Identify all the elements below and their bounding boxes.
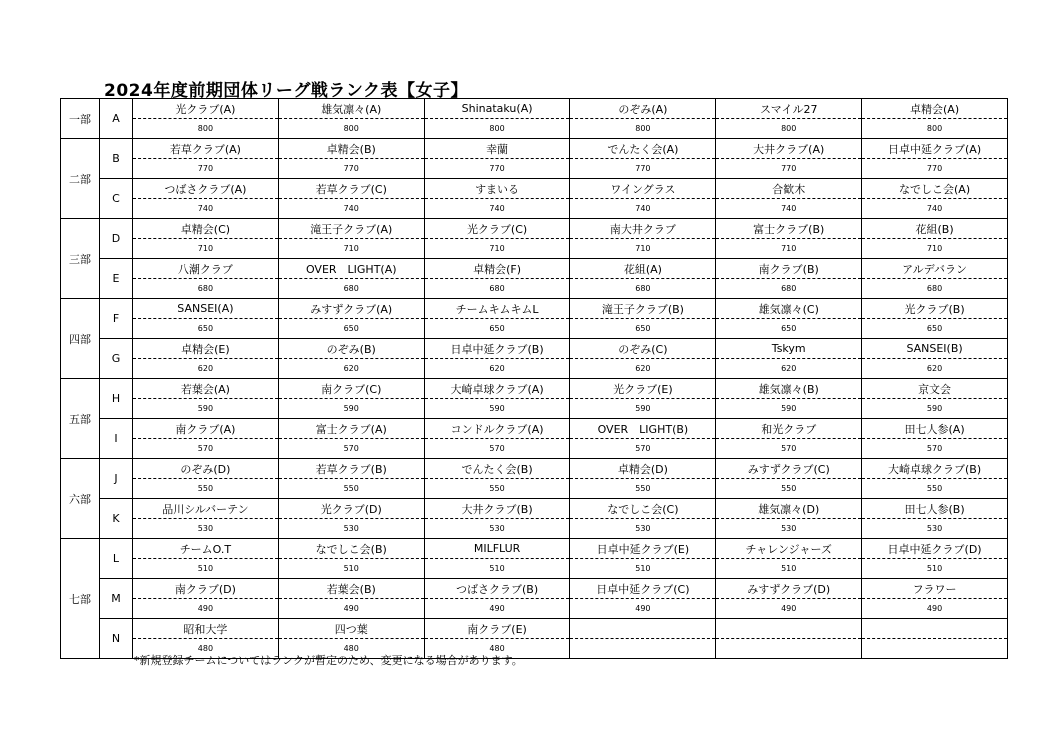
division-label: 六部: [61, 459, 100, 539]
division-label: 五部: [61, 379, 100, 459]
team-points: 590: [716, 399, 862, 419]
team-points: 680: [133, 279, 279, 299]
team-name: 大崎卓球クラブ(B): [862, 459, 1008, 479]
team-points: 800: [133, 119, 279, 139]
league-label: N: [100, 619, 133, 659]
team-points: 490: [862, 599, 1008, 619]
division-label: 二部: [61, 139, 100, 219]
team-name: 光クラブ(C): [424, 219, 570, 239]
team-points: 710: [133, 239, 279, 259]
team-name: 南クラブ(C): [278, 379, 424, 399]
team-name: 卓精会(B): [278, 139, 424, 159]
league-row: [61, 299, 1008, 319]
team-name: 若葉会(A): [133, 379, 279, 399]
team-points: 490: [570, 599, 716, 619]
team-points: 550: [278, 479, 424, 499]
league-label: I: [100, 419, 133, 459]
points-row: [61, 479, 1008, 499]
team-name: 若葉会(B): [278, 579, 424, 599]
league-label: D: [100, 219, 133, 259]
division-label: 四部: [61, 299, 100, 379]
league-row: [61, 459, 1008, 479]
team-points: 740: [862, 199, 1008, 219]
points-row: [61, 239, 1008, 259]
team-points: 570: [716, 439, 862, 459]
league-row: [61, 579, 1008, 599]
footnote: *新規登録チームについてはランクが暫定のため、変更になる場合があります。: [134, 654, 523, 667]
team-name: 南クラブ(B): [716, 259, 862, 279]
team-name: みすずクラブ(A): [278, 299, 424, 319]
team-name: 四つ葉: [278, 619, 424, 639]
league-label: K: [100, 499, 133, 539]
team-points: 770: [716, 159, 862, 179]
team-points: 680: [570, 279, 716, 299]
team-name: 昭和大学: [133, 619, 279, 639]
team-points: 590: [133, 399, 279, 419]
team-name: スマイル27: [716, 99, 862, 119]
team-points: 710: [424, 239, 570, 259]
team-name: 大井クラブ(B): [424, 499, 570, 519]
page-title: 2024年度前期団体リーグ戦ランク表【女子】: [104, 81, 468, 101]
team-name: 日卓中延クラブ(A): [862, 139, 1008, 159]
team-points: 740: [570, 199, 716, 219]
team-name: OVER LIGHT(B): [570, 419, 716, 439]
team-name: 雄気凛々(B): [716, 379, 862, 399]
points-row: [61, 199, 1008, 219]
team-name: 南大井クラブ: [570, 219, 716, 239]
team-points: 650: [278, 319, 424, 339]
team-name: 若草クラブ(A): [133, 139, 279, 159]
points-row: [61, 519, 1008, 539]
team-name: でんたく会(A): [570, 139, 716, 159]
team-points: 620: [278, 359, 424, 379]
team-name: 卓精会(A): [862, 99, 1008, 119]
team-points: 680: [862, 279, 1008, 299]
team-points: 620: [424, 359, 570, 379]
league-row: [61, 259, 1008, 279]
team-points: 550: [133, 479, 279, 499]
team-points: 770: [570, 159, 716, 179]
team-name: 花組(A): [570, 259, 716, 279]
league-label: G: [100, 339, 133, 379]
team-points: 510: [862, 559, 1008, 579]
team-points: [716, 639, 862, 659]
team-name: 南クラブ(A): [133, 419, 279, 439]
team-name: なでしこ会(C): [570, 499, 716, 519]
division-label: 三部: [61, 219, 100, 299]
team-points: 650: [133, 319, 279, 339]
team-points: 770: [862, 159, 1008, 179]
team-points: 480: [278, 639, 424, 659]
team-points: 590: [570, 399, 716, 419]
team-name: SANSEI(A): [133, 299, 279, 319]
team-name: 卓精会(C): [133, 219, 279, 239]
team-points: 510: [716, 559, 862, 579]
team-name: 京文会: [862, 379, 1008, 399]
team-name: 卓精会(D): [570, 459, 716, 479]
team-name: MILFLUR: [424, 539, 570, 559]
team-name: 日卓中延クラブ(D): [862, 539, 1008, 559]
team-points: 530: [716, 519, 862, 539]
team-points: 680: [278, 279, 424, 299]
team-name: [570, 619, 716, 639]
team-points: 740: [278, 199, 424, 219]
points-row: [61, 559, 1008, 579]
team-points: 530: [424, 519, 570, 539]
team-name: 滝王子クラブ(B): [570, 299, 716, 319]
points-row: [61, 599, 1008, 619]
team-points: 490: [424, 599, 570, 619]
team-name: Tskym: [716, 339, 862, 359]
team-name: フラワー: [862, 579, 1008, 599]
team-points: 510: [133, 559, 279, 579]
league-label: B: [100, 139, 133, 179]
team-points: 800: [424, 119, 570, 139]
points-row: [61, 279, 1008, 299]
team-name: 幸蘭: [424, 139, 570, 159]
team-points: 510: [278, 559, 424, 579]
team-name: 大崎卓球クラブ(A): [424, 379, 570, 399]
league-row: [61, 419, 1008, 439]
team-name: 八潮クラブ: [133, 259, 279, 279]
team-points: 740: [716, 199, 862, 219]
team-points: 770: [424, 159, 570, 179]
team-name: 光クラブ(E): [570, 379, 716, 399]
team-name: コンドルクラブ(A): [424, 419, 570, 439]
team-points: 550: [862, 479, 1008, 499]
league-row: [61, 139, 1008, 159]
points-row: [61, 319, 1008, 339]
team-points: 650: [424, 319, 570, 339]
league-row: [61, 379, 1008, 399]
team-name: 若草クラブ(C): [278, 179, 424, 199]
team-points: 680: [424, 279, 570, 299]
league-label: J: [100, 459, 133, 499]
team-name: チャレンジャーズ: [716, 539, 862, 559]
team-points: 570: [570, 439, 716, 459]
team-name: 雄気凛々(A): [278, 99, 424, 119]
team-points: 710: [862, 239, 1008, 259]
league-label: H: [100, 379, 133, 419]
team-name: なでしこ会(A): [862, 179, 1008, 199]
team-points: 710: [278, 239, 424, 259]
league-label: E: [100, 259, 133, 299]
league-row: [61, 99, 1008, 119]
team-name: 富士クラブ(B): [716, 219, 862, 239]
team-points: 650: [716, 319, 862, 339]
team-name: のぞみ(C): [570, 339, 716, 359]
team-points: 800: [570, 119, 716, 139]
team-name: なでしこ会(B): [278, 539, 424, 559]
team-points: 570: [862, 439, 1008, 459]
team-points: 770: [133, 159, 279, 179]
team-points: 480: [133, 639, 279, 659]
team-name: 日卓中延クラブ(E): [570, 539, 716, 559]
team-name: 花組(B): [862, 219, 1008, 239]
team-name: SANSEI(B): [862, 339, 1008, 359]
team-points: [862, 639, 1008, 659]
points-row: [61, 119, 1008, 139]
team-points: 490: [716, 599, 862, 619]
team-points: 800: [278, 119, 424, 139]
team-name: つばさクラブ(B): [424, 579, 570, 599]
team-name: 光クラブ(B): [862, 299, 1008, 319]
league-label: C: [100, 179, 133, 219]
team-name: Shinataku(A): [424, 99, 570, 119]
team-points: [570, 639, 716, 659]
team-name: でんたく会(B): [424, 459, 570, 479]
points-row: [61, 399, 1008, 419]
team-points: 800: [862, 119, 1008, 139]
league-row: [61, 339, 1008, 359]
team-points: 550: [424, 479, 570, 499]
team-name: のぞみ(A): [570, 99, 716, 119]
team-name: 雄気凛々(C): [716, 299, 862, 319]
team-name: 南クラブ(D): [133, 579, 279, 599]
team-points: 590: [278, 399, 424, 419]
points-row: [61, 439, 1008, 459]
team-points: 620: [570, 359, 716, 379]
league-row: [61, 499, 1008, 519]
team-points: 490: [133, 599, 279, 619]
league-row: [61, 219, 1008, 239]
team-name: 富士クラブ(A): [278, 419, 424, 439]
rank-table: [60, 98, 1008, 659]
team-name: のぞみ(B): [278, 339, 424, 359]
team-name: [862, 619, 1008, 639]
team-points: 510: [570, 559, 716, 579]
team-points: 530: [570, 519, 716, 539]
team-points: 740: [424, 199, 570, 219]
division-label: 七部: [61, 539, 100, 659]
team-name: 卓精会(E): [133, 339, 279, 359]
team-points: 680: [716, 279, 862, 299]
team-name: 合歓木: [716, 179, 862, 199]
league-row: [61, 619, 1008, 639]
points-row: [61, 159, 1008, 179]
team-points: 770: [278, 159, 424, 179]
team-points: 570: [278, 439, 424, 459]
team-points: 620: [133, 359, 279, 379]
team-name: みすずクラブ(C): [716, 459, 862, 479]
team-name: アルデバラン: [862, 259, 1008, 279]
league-label: M: [100, 579, 133, 619]
points-row: [61, 359, 1008, 379]
league-row: [61, 179, 1008, 199]
team-name: 光クラブ(D): [278, 499, 424, 519]
division-label: 一部: [61, 99, 100, 139]
team-name: みすずクラブ(D): [716, 579, 862, 599]
team-name: 和光クラブ: [716, 419, 862, 439]
team-name: 光クラブ(A): [133, 99, 279, 119]
league-label: L: [100, 539, 133, 579]
team-points: 620: [716, 359, 862, 379]
team-name: OVER LIGHT(A): [278, 259, 424, 279]
team-points: 710: [716, 239, 862, 259]
team-name: のぞみ(D): [133, 459, 279, 479]
rank-table-body: [61, 99, 1008, 659]
team-points: 530: [133, 519, 279, 539]
team-name: ワイングラス: [570, 179, 716, 199]
team-points: 590: [424, 399, 570, 419]
team-name: 大井クラブ(A): [716, 139, 862, 159]
team-name: 田七人参(A): [862, 419, 1008, 439]
team-name: 日卓中延クラブ(B): [424, 339, 570, 359]
league-label: F: [100, 299, 133, 339]
team-name: 卓精会(F): [424, 259, 570, 279]
team-name: つばさクラブ(A): [133, 179, 279, 199]
team-name: 滝王子クラブ(A): [278, 219, 424, 239]
team-points: 550: [716, 479, 862, 499]
team-points: 510: [424, 559, 570, 579]
team-points: 590: [862, 399, 1008, 419]
team-points: 800: [716, 119, 862, 139]
team-points: 620: [862, 359, 1008, 379]
team-points: 530: [278, 519, 424, 539]
team-name: すまいる: [424, 179, 570, 199]
league-row: [61, 539, 1008, 559]
team-points: 740: [133, 199, 279, 219]
team-name: 南クラブ(E): [424, 619, 570, 639]
team-points: 570: [424, 439, 570, 459]
team-name: チームキムキムL: [424, 299, 570, 319]
team-name: チームO.T: [133, 539, 279, 559]
team-name: 雄気凛々(D): [716, 499, 862, 519]
team-points: 530: [862, 519, 1008, 539]
team-points: 570: [133, 439, 279, 459]
team-points: 490: [278, 599, 424, 619]
team-points: 710: [570, 239, 716, 259]
team-points: 650: [862, 319, 1008, 339]
team-name: 田七人参(B): [862, 499, 1008, 519]
team-name: 品川シルバーテン: [133, 499, 279, 519]
team-name: 若草クラブ(B): [278, 459, 424, 479]
team-points: 650: [570, 319, 716, 339]
team-points: 550: [570, 479, 716, 499]
team-name: 日卓中延クラブ(C): [570, 579, 716, 599]
league-label: A: [100, 99, 133, 139]
team-points: 480: [424, 639, 570, 659]
team-name: [716, 619, 862, 639]
